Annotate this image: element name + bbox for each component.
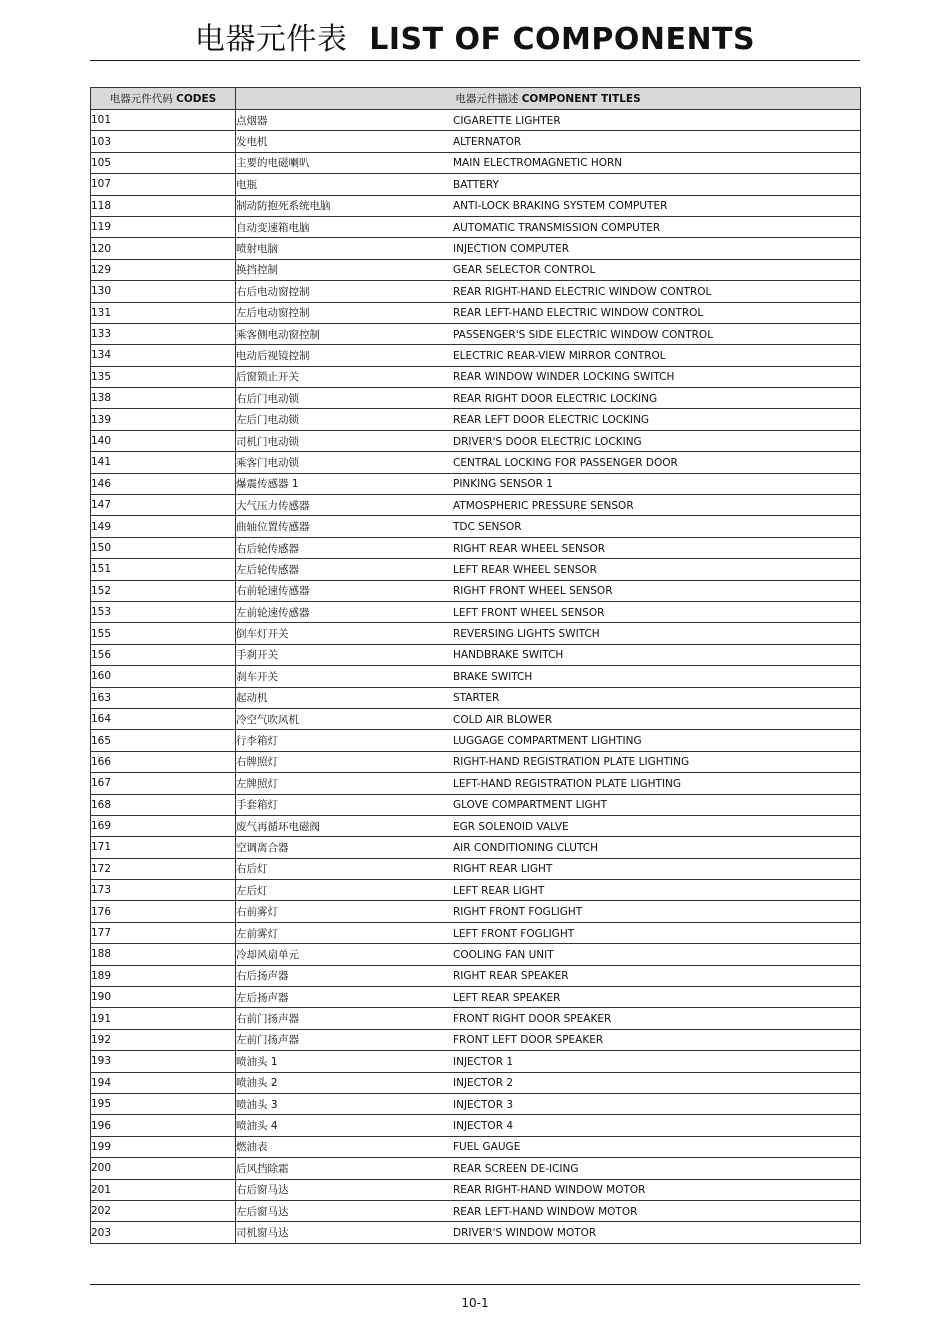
component-code: 171 (91, 837, 236, 858)
component-title-zh: 右前雾灯 (236, 906, 278, 919)
component-code: 194 (91, 1072, 236, 1093)
component-title-zh: 左后窗马达 (236, 1205, 289, 1218)
component-title (236, 345, 861, 366)
component-code: 107 (91, 174, 236, 195)
table-row (91, 281, 861, 302)
component-title-en: LUGGAGE COMPARTMENT LIGHTING (453, 735, 642, 748)
table-row (91, 473, 861, 494)
component-code: 176 (91, 901, 236, 922)
table-row (91, 987, 861, 1008)
component-title-zh: 手套箱灯 (236, 799, 278, 812)
component-title (236, 1222, 861, 1243)
component-title-en: REAR SCREEN DE-ICING (453, 1162, 579, 1175)
component-title-zh: 后窗锁止开关 (236, 371, 299, 384)
table-row (91, 858, 861, 879)
component-title-zh: 电瓶 (236, 178, 257, 191)
component-title-zh: 发电机 (236, 136, 268, 149)
component-title-en: RIGHT REAR SPEAKER (453, 970, 569, 983)
component-title-en: CENTRAL LOCKING FOR PASSENGER DOOR (453, 456, 678, 469)
component-code: 139 (91, 409, 236, 430)
component-title-en: COLD AIR BLOWER (453, 713, 553, 726)
component-code: 141 (91, 452, 236, 473)
component-title-zh: 喷油头 4 (236, 1120, 278, 1133)
component-title-en: DRIVER'S DOOR ELECTRIC LOCKING (453, 435, 642, 448)
component-title-zh: 爆震传感器 1 (236, 478, 299, 491)
component-title-zh: 电动后视镜控制 (236, 349, 310, 362)
component-title (236, 195, 861, 216)
component-title-en: INJECTOR 3 (453, 1098, 514, 1111)
component-title (236, 815, 861, 836)
component-title (236, 516, 861, 537)
component-title-en: HANDBRAKE SWITCH (453, 649, 564, 662)
component-code: 173 (91, 880, 236, 901)
table-row (91, 1222, 861, 1243)
component-title-en: LEFT REAR SPEAKER (453, 991, 561, 1004)
table-row (91, 687, 861, 708)
component-title-en: MAIN ELECTROMAGNETIC HORN (453, 157, 623, 170)
component-title-zh: 冷空气吹风机 (236, 713, 299, 726)
component-title-en: LEFT FRONT WHEEL SENSOR (453, 606, 605, 619)
table-row (91, 430, 861, 451)
component-title-zh: 左后电动窗控制 (236, 307, 310, 320)
component-code: 177 (91, 922, 236, 943)
component-title-en: CIGARETTE LIGHTER (453, 114, 561, 127)
top-divider (90, 60, 860, 61)
component-title-en: STARTER (453, 692, 500, 705)
component-title-zh: 司机门电动锁 (236, 435, 299, 448)
table-row (91, 601, 861, 622)
component-code: 138 (91, 388, 236, 409)
component-title-en: GLOVE COMPARTMENT LIGHT (453, 799, 607, 812)
page-title (0, 14, 950, 58)
component-title-zh: 右前轮速传感器 (236, 585, 310, 598)
table-row (91, 837, 861, 858)
component-code: 202 (91, 1200, 236, 1221)
component-title-zh: 点烟器 (236, 114, 268, 127)
component-code: 134 (91, 345, 236, 366)
component-title-zh: 手刹开关 (236, 649, 278, 662)
table-row (91, 815, 861, 836)
component-title-zh: 曲轴位置传感器 (236, 521, 310, 534)
table-row (91, 644, 861, 665)
table-row (91, 409, 861, 430)
component-title (236, 430, 861, 451)
component-title-en: ELECTRIC REAR-VIEW MIRROR CONTROL (453, 349, 666, 362)
component-code: 105 (91, 152, 236, 173)
component-code: 165 (91, 730, 236, 751)
component-title-en: EGR SOLENOID VALVE (453, 820, 569, 833)
component-code: 103 (91, 131, 236, 152)
table-row (91, 238, 861, 259)
table-row (91, 880, 861, 901)
component-title-zh: 乘客门电动锁 (236, 456, 299, 469)
component-code: 172 (91, 858, 236, 879)
component-title-en: REAR RIGHT DOOR ELECTRIC LOCKING (453, 392, 658, 405)
component-title (236, 708, 861, 729)
table-row (91, 452, 861, 473)
component-title-en: INJECTION COMPUTER (453, 243, 569, 256)
component-title (236, 1179, 861, 1200)
table-row (91, 131, 861, 152)
component-title-en: REAR LEFT-HAND WINDOW MOTOR (453, 1205, 638, 1218)
component-title-en: REAR WINDOW WINDER LOCKING SWITCH (453, 371, 675, 384)
component-title (236, 1072, 861, 1093)
table-row (91, 195, 861, 216)
component-title (236, 152, 861, 173)
table-row (91, 1029, 861, 1050)
component-code: 188 (91, 944, 236, 965)
component-title-en: DRIVER'S WINDOW MOTOR (453, 1227, 597, 1239)
component-title-zh: 喷油头 3 (236, 1098, 278, 1111)
codes-header-en: CODES (176, 93, 217, 105)
component-code: 129 (91, 259, 236, 280)
component-title (236, 281, 861, 302)
component-title-en: RIGHT FRONT WHEEL SENSOR (453, 585, 613, 598)
component-title-zh: 右牌照灯 (236, 756, 278, 769)
component-code: 164 (91, 708, 236, 729)
table-row (91, 944, 861, 965)
component-title (236, 238, 861, 259)
component-title-en: ANTI-LOCK BRAKING SYSTEM COMPUTER (453, 200, 668, 213)
table-row (91, 1179, 861, 1200)
component-title-zh: 喷油头 2 (236, 1077, 278, 1090)
component-title-zh: 大气压力传感器 (236, 499, 310, 512)
component-title (236, 944, 861, 965)
component-code: 189 (91, 965, 236, 986)
component-code: 153 (91, 601, 236, 622)
component-title-en: INJECTOR 1 (453, 1055, 514, 1068)
component-title-zh: 行李箱灯 (236, 735, 278, 748)
component-title-zh: 废气再循环电磁阀 (236, 820, 320, 833)
component-title-en: REAR RIGHT-HAND WINDOW MOTOR (453, 1184, 646, 1197)
table-row (91, 1158, 861, 1179)
titles-column-header (236, 88, 861, 110)
component-title (236, 174, 861, 195)
table-row (91, 794, 861, 815)
component-code: 135 (91, 366, 236, 387)
table-row (91, 216, 861, 237)
component-code: 163 (91, 687, 236, 708)
component-title (236, 495, 861, 516)
table-row (91, 901, 861, 922)
component-title-zh: 左后门电动锁 (236, 414, 299, 427)
component-title (236, 987, 861, 1008)
component-title (236, 216, 861, 237)
table-row (91, 623, 861, 644)
component-code: 149 (91, 516, 236, 537)
component-title-zh: 乘客侧电动窗控制 (236, 328, 320, 341)
component-title (236, 1029, 861, 1050)
component-code: 191 (91, 1008, 236, 1029)
component-title-zh: 主要的电磁喇叭 (236, 157, 310, 170)
component-code: 166 (91, 751, 236, 772)
table-row (91, 259, 861, 280)
component-code: 167 (91, 773, 236, 794)
component-title-en: ATMOSPHERIC PRESSURE SENSOR (453, 499, 634, 512)
component-title-en: AUTOMATIC TRANSMISSION COMPUTER (453, 221, 661, 234)
component-code: 195 (91, 1093, 236, 1114)
component-title-zh: 左后扬声器 (236, 991, 289, 1004)
component-title-zh: 右后轮传感器 (236, 542, 299, 555)
page-number: 10-1 (461, 1296, 489, 1310)
component-title-en: BRAKE SWITCH (453, 670, 533, 683)
table-row (91, 495, 861, 516)
component-title-zh: 燃油表 (236, 1141, 268, 1154)
table-row (91, 1136, 861, 1157)
component-code: 130 (91, 281, 236, 302)
component-title-zh: 后风挡除霜 (236, 1162, 289, 1175)
component-code: 156 (91, 644, 236, 665)
component-title (236, 858, 861, 879)
component-title-en: FRONT LEFT DOOR SPEAKER (453, 1034, 604, 1047)
component-title (236, 452, 861, 473)
component-title (236, 388, 861, 409)
table-row (91, 1051, 861, 1072)
component-title (236, 580, 861, 601)
component-title (236, 751, 861, 772)
component-title-zh: 制动防抱死系统电脑 (236, 200, 331, 213)
component-code: 146 (91, 473, 236, 494)
component-title-en: GEAR SELECTOR CONTROL (453, 264, 596, 277)
table-row (91, 580, 861, 601)
component-code: 192 (91, 1029, 236, 1050)
component-title-en: REAR RIGHT-HAND ELECTRIC WINDOW CONTROL (453, 285, 712, 298)
component-title-en: FRONT RIGHT DOOR SPEAKER (453, 1013, 612, 1026)
component-title-zh: 右后门电动锁 (236, 392, 299, 405)
component-code: 203 (91, 1222, 236, 1243)
component-code: 150 (91, 537, 236, 558)
table-row (91, 1115, 861, 1136)
component-code: 147 (91, 495, 236, 516)
component-title-en: INJECTOR 2 (453, 1077, 514, 1090)
table-row (91, 559, 861, 580)
codes-column-header (91, 88, 236, 110)
page-title-zh: 电器元件表 (194, 22, 348, 57)
component-title-zh: 喷油头 1 (236, 1055, 278, 1068)
component-title (236, 922, 861, 943)
component-code: 118 (91, 195, 236, 216)
component-title-en: RIGHT FRONT FOGLIGHT (453, 906, 583, 919)
component-title-en: COOLING FAN UNIT (453, 948, 554, 961)
component-title (236, 644, 861, 665)
component-code: 120 (91, 238, 236, 259)
table-row (91, 388, 861, 409)
component-title-en: TDC SENSOR (453, 521, 522, 534)
component-title (236, 623, 861, 644)
table-row (91, 1072, 861, 1093)
components-table (90, 87, 861, 1244)
component-title (236, 1008, 861, 1029)
component-code: 140 (91, 430, 236, 451)
component-title (236, 901, 861, 922)
component-title (236, 473, 861, 494)
component-code: 168 (91, 794, 236, 815)
component-title-zh: 左后灯 (236, 884, 268, 897)
component-title-zh: 左前门扬声器 (236, 1034, 299, 1047)
component-title-zh: 换挡控制 (236, 264, 278, 277)
component-title-zh: 刹车开关 (236, 670, 278, 683)
component-code: 169 (91, 815, 236, 836)
component-code: 133 (91, 323, 236, 344)
component-title-en: PASSENGER'S SIDE ELECTRIC WINDOW CONTROL (453, 328, 714, 341)
component-title (236, 880, 861, 901)
component-title (236, 323, 861, 344)
table-row (91, 666, 861, 687)
component-title-en: RIGHT REAR WHEEL SENSOR (453, 542, 606, 555)
component-title-en: FUEL GAUGE (453, 1141, 521, 1154)
component-title (236, 1136, 861, 1157)
component-title-zh: 左前雾灯 (236, 927, 278, 940)
component-title-zh: 右后窗马达 (236, 1184, 289, 1197)
component-code: 190 (91, 987, 236, 1008)
codes-header-zh: 电器元件代码 (109, 93, 173, 105)
table-row (91, 751, 861, 772)
component-title (236, 837, 861, 858)
component-title-en: BATTERY (453, 178, 499, 191)
page-title-en: LIST OF COMPONENTS (369, 22, 756, 57)
component-title-en: REAR LEFT DOOR ELECTRIC LOCKING (453, 414, 650, 427)
component-title (236, 601, 861, 622)
table-row (91, 110, 861, 131)
component-title-en: RIGHT-HAND REGISTRATION PLATE LIGHTING (453, 756, 690, 769)
component-title (236, 259, 861, 280)
component-title-zh: 右后扬声器 (236, 970, 289, 983)
component-title (236, 687, 861, 708)
component-code: 131 (91, 302, 236, 323)
component-title-en: PINKING SENSOR 1 (453, 478, 553, 491)
table-row (91, 345, 861, 366)
component-title-zh: 冷却风扇单元 (236, 948, 299, 961)
component-title (236, 1115, 861, 1136)
bottom-divider (90, 1284, 860, 1285)
component-title (236, 773, 861, 794)
component-title (236, 559, 861, 580)
component-code: 160 (91, 666, 236, 687)
component-title-zh: 喷射电脑 (236, 243, 278, 256)
component-code: 155 (91, 623, 236, 644)
component-title-en: AIR CONDITIONING CLUTCH (453, 841, 598, 854)
table-row (91, 537, 861, 558)
component-title-zh: 右后电动窗控制 (236, 285, 310, 298)
component-code: 119 (91, 216, 236, 237)
component-title-en: REVERSING LIGHTS SWITCH (453, 628, 600, 641)
table-row (91, 773, 861, 794)
component-code: 199 (91, 1136, 236, 1157)
component-title-zh: 倒车灯开关 (236, 628, 289, 641)
component-title-zh: 司机窗马达 (236, 1227, 289, 1239)
table-row (91, 152, 861, 173)
component-title-en: LEFT FRONT FOGLIGHT (453, 927, 575, 940)
component-title (236, 409, 861, 430)
component-title-zh: 左牌照灯 (236, 777, 278, 790)
titles-header-en: COMPONENT TITLES (521, 93, 641, 105)
component-title (236, 110, 861, 131)
component-title (236, 666, 861, 687)
component-code: 196 (91, 1115, 236, 1136)
component-title (236, 366, 861, 387)
component-title-en: LEFT-HAND REGISTRATION PLATE LIGHTING (453, 777, 682, 790)
titles-header-zh: 电器元件描述 (455, 93, 519, 105)
component-title-zh: 起动机 (236, 692, 268, 705)
table-row (91, 323, 861, 344)
component-title-en: RIGHT REAR LIGHT (453, 863, 553, 876)
component-title (236, 131, 861, 152)
components-table-body (91, 110, 861, 1244)
table-row (91, 965, 861, 986)
table-row (91, 516, 861, 537)
component-code: 200 (91, 1158, 236, 1179)
component-title-zh: 右前门扬声器 (236, 1013, 299, 1026)
table-row (91, 366, 861, 387)
table-row (91, 708, 861, 729)
table-row (91, 1008, 861, 1029)
component-title (236, 1200, 861, 1221)
table-row (91, 1200, 861, 1221)
component-title-zh: 自动变速箱电脑 (236, 221, 310, 234)
component-title (236, 1093, 861, 1114)
table-row (91, 730, 861, 751)
component-title-en: LEFT REAR WHEEL SENSOR (453, 563, 597, 576)
component-title (236, 794, 861, 815)
component-code: 151 (91, 559, 236, 580)
table-row (91, 174, 861, 195)
table-row (91, 1093, 861, 1114)
component-title-en: INJECTOR 4 (453, 1120, 514, 1133)
component-code: 193 (91, 1051, 236, 1072)
table-header-row (91, 88, 861, 110)
component-code: 152 (91, 580, 236, 601)
component-title-zh: 左后轮传感器 (236, 563, 299, 576)
component-code: 101 (91, 110, 236, 131)
component-code: 201 (91, 1179, 236, 1200)
component-title (236, 302, 861, 323)
component-title (236, 730, 861, 751)
component-title (236, 1158, 861, 1179)
component-title-zh: 左前轮速传感器 (236, 606, 310, 619)
component-title-zh: 空调离合器 (236, 841, 289, 854)
component-title-en: REAR LEFT-HAND ELECTRIC WINDOW CONTROL (453, 307, 704, 320)
component-title-en: LEFT REAR LIGHT (453, 884, 545, 897)
table-row (91, 922, 861, 943)
component-title (236, 1051, 861, 1072)
component-title (236, 965, 861, 986)
component-title-en: ALTERNATOR (453, 136, 522, 149)
component-title-zh: 右后灯 (236, 863, 268, 876)
component-title (236, 537, 861, 558)
table-row (91, 302, 861, 323)
